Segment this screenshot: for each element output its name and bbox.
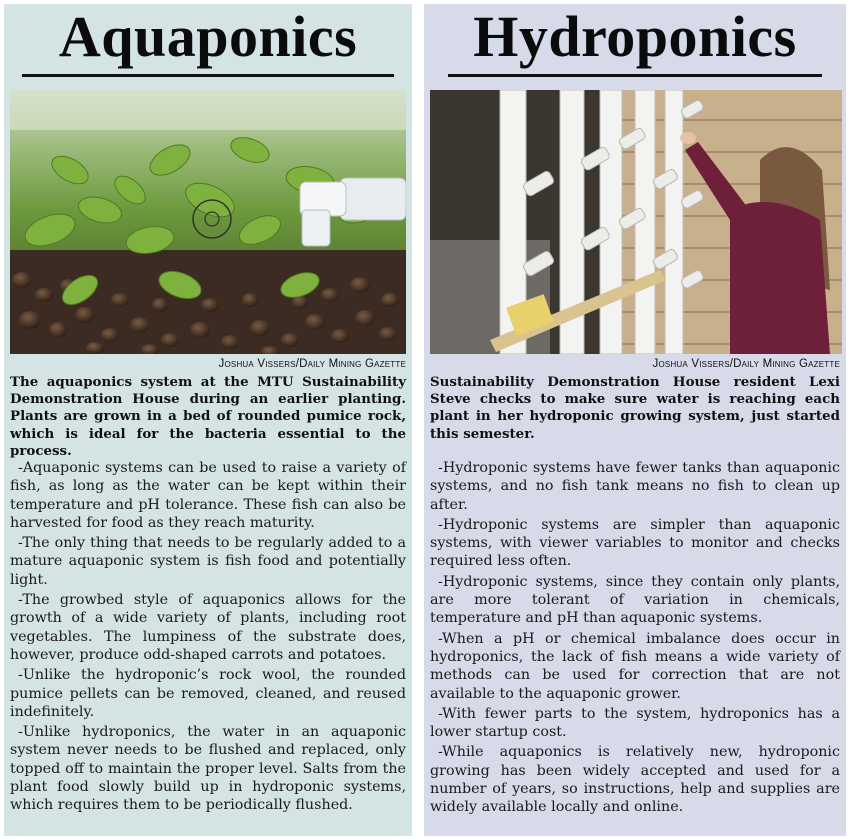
bullet-item: -While aquaponics is relatively new, hydroponic growing has been widely accepted and used for a number of years, so instructions, help and supplies are widely available locally and online. xyxy=(430,744,840,816)
hydroponics-bullet-list xyxy=(430,459,840,819)
photo-caption: The aquaponics system at the MTU Sustainability Demonstration House during an earlier planting. Plants are grown in a bed of rounded pumice rock, which is ideal for the bacteria essential to the process. xyxy=(10,374,406,459)
bullet-item: -The only thing that needs to be regularly added to a mature aquaponic system is fish food and potentially light. xyxy=(10,535,406,588)
bullet-item: -Aquaponic systems can be used to raise a variety of fish, as long as the water can be kept within their temperature and pH tolerance. These fish can also be harvested for food as they reach maturity. xyxy=(10,460,406,531)
hydroponics-panel xyxy=(424,4,846,836)
headline-rule xyxy=(22,74,394,77)
bullet-item: -When a pH or chemical imbalance does occur in hydroponics, the lack of fish means a wide variety of methods can be used for correction that are not available to the aquaponic grower. xyxy=(430,630,840,702)
aquaponics-panel xyxy=(4,4,412,836)
aquaponics-headline: Aquaponics xyxy=(58,4,358,69)
bullet-item: -Hydroponic systems are simpler than aquaponic systems, with viewer variables to monitor and checks required less often. xyxy=(430,516,840,570)
aquaponics-bullet-list xyxy=(10,459,406,817)
photo-credit: Joshua Vissers/Daily Mining Gazette xyxy=(218,358,406,370)
bullet-item: -Unlike the hydroponic’s rock wool, the rounded pumice pellets can be removed, cleaned, and reused indefinitely. xyxy=(10,667,406,720)
bullet-item: -The growbed style of aquaponics allows for the growth of a wide variety of plants, including root vegetables. The lumpiness of the substrate does, however, produce odd-shaped carrots and potatoes. xyxy=(10,592,406,663)
bullet-item: -With fewer parts to the system, hydroponics has a lower startup cost. xyxy=(430,705,840,741)
photo-caption: Sustainability Demonstration House resident Lexi Steve checks to make sure water is reaching each plant in her hydroponic growing system, just started this semester. xyxy=(430,374,840,442)
aquaponics-photo xyxy=(10,90,406,354)
bullet-item: -Unlike hydroponics, the water in an aquaponic system never needs to be flushed and replaced, only topped off to maintain the proper level. Salts from the plant food slowly build up in hydroponic systems, which requires them to be periodically flushed. xyxy=(10,724,406,814)
hydroponics-photo-art xyxy=(430,90,842,354)
hydroponics-headline: Hydroponics xyxy=(473,4,797,69)
aquaponics-photo-art xyxy=(10,90,406,354)
bullet-item: -Hydroponic systems have fewer tanks than aquaponic systems, and no fish tank means no fish to clean up after. xyxy=(430,460,840,513)
bullet-item: -Hydroponic systems, since they contain only plants, are more tolerant of variation in chemicals, temperature and pH than aquaponic systems. xyxy=(430,573,840,627)
headline-rule xyxy=(448,74,822,77)
hydroponics-photo xyxy=(430,90,842,354)
photo-credit: Joshua Vissers/Daily Mining Gazette xyxy=(652,358,840,370)
